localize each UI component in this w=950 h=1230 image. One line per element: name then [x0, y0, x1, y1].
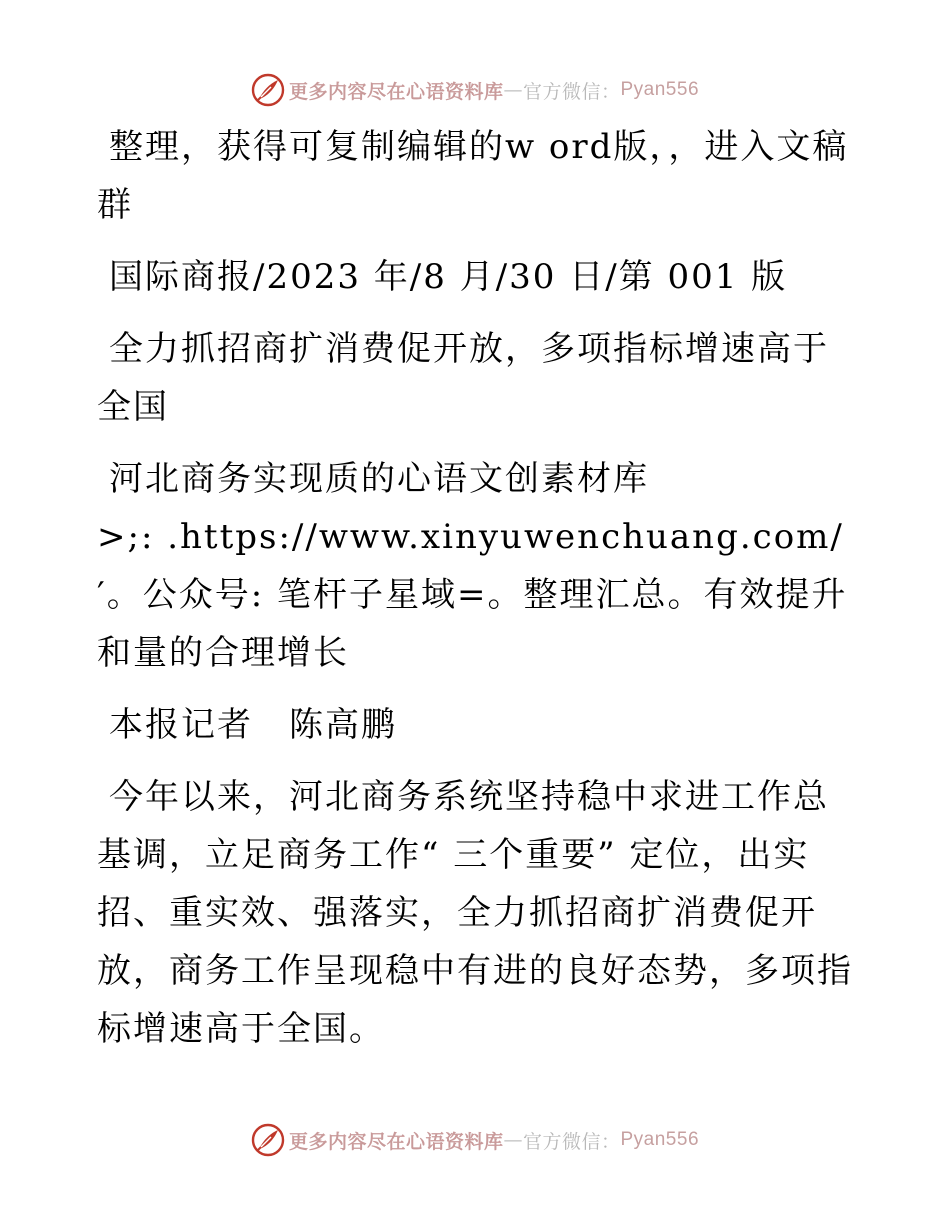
- intro-paragraph: 整理，获得可复制编辑的w ord版，，进入文稿群: [97, 127, 849, 225]
- watermark-main-text: 更多内容尽在心语资料库: [288, 80, 504, 103]
- promo-paragraph: >;: .https://www.xinyuwenchuang.com/′。公众号: 笔杆子星域=。整理汇总。有效提升和量的合理增长: [97, 517, 848, 673]
- watermark-sub-text: 官方微信：: [522, 80, 621, 103]
- article-headline: 全力抓招商扩消费促开放，多项指标增速高于全国: [97, 329, 829, 427]
- header-watermark: [0, 70, 950, 110]
- source-line: 国际商报/2023 年/8 月/30 日/第 001 版: [109, 257, 788, 297]
- watermark-account: Pyan556: [620, 1129, 700, 1150]
- document-body: [97, 118, 857, 1058]
- watermark-separator: —: [503, 79, 523, 101]
- watermark-sub-text: 官方微信：: [522, 1130, 621, 1153]
- body-paragraph: 今年以来，河北商务系统坚持稳中求进工作总基调，立足商务工作“ 三个重要” 定位，出实招、重实效、强落实，全力抓招商扩消费促开放，商务工作呈现稳中有进的良好态势，多项指标增速高于全国。: [97, 777, 853, 1049]
- watermark-account: Pyan556: [620, 79, 700, 100]
- feather-pen-logo-icon: [251, 1123, 285, 1157]
- byline: 本报记者 陈高鹏: [109, 705, 397, 745]
- footer-watermark: [0, 1120, 950, 1160]
- watermark-separator: —: [503, 1129, 523, 1151]
- article-subheadline: 河北商务实现质的心语文创素材库: [109, 459, 649, 499]
- feather-pen-logo-icon: [251, 73, 285, 107]
- watermark-main-text: 更多内容尽在心语资料库: [288, 1130, 504, 1153]
